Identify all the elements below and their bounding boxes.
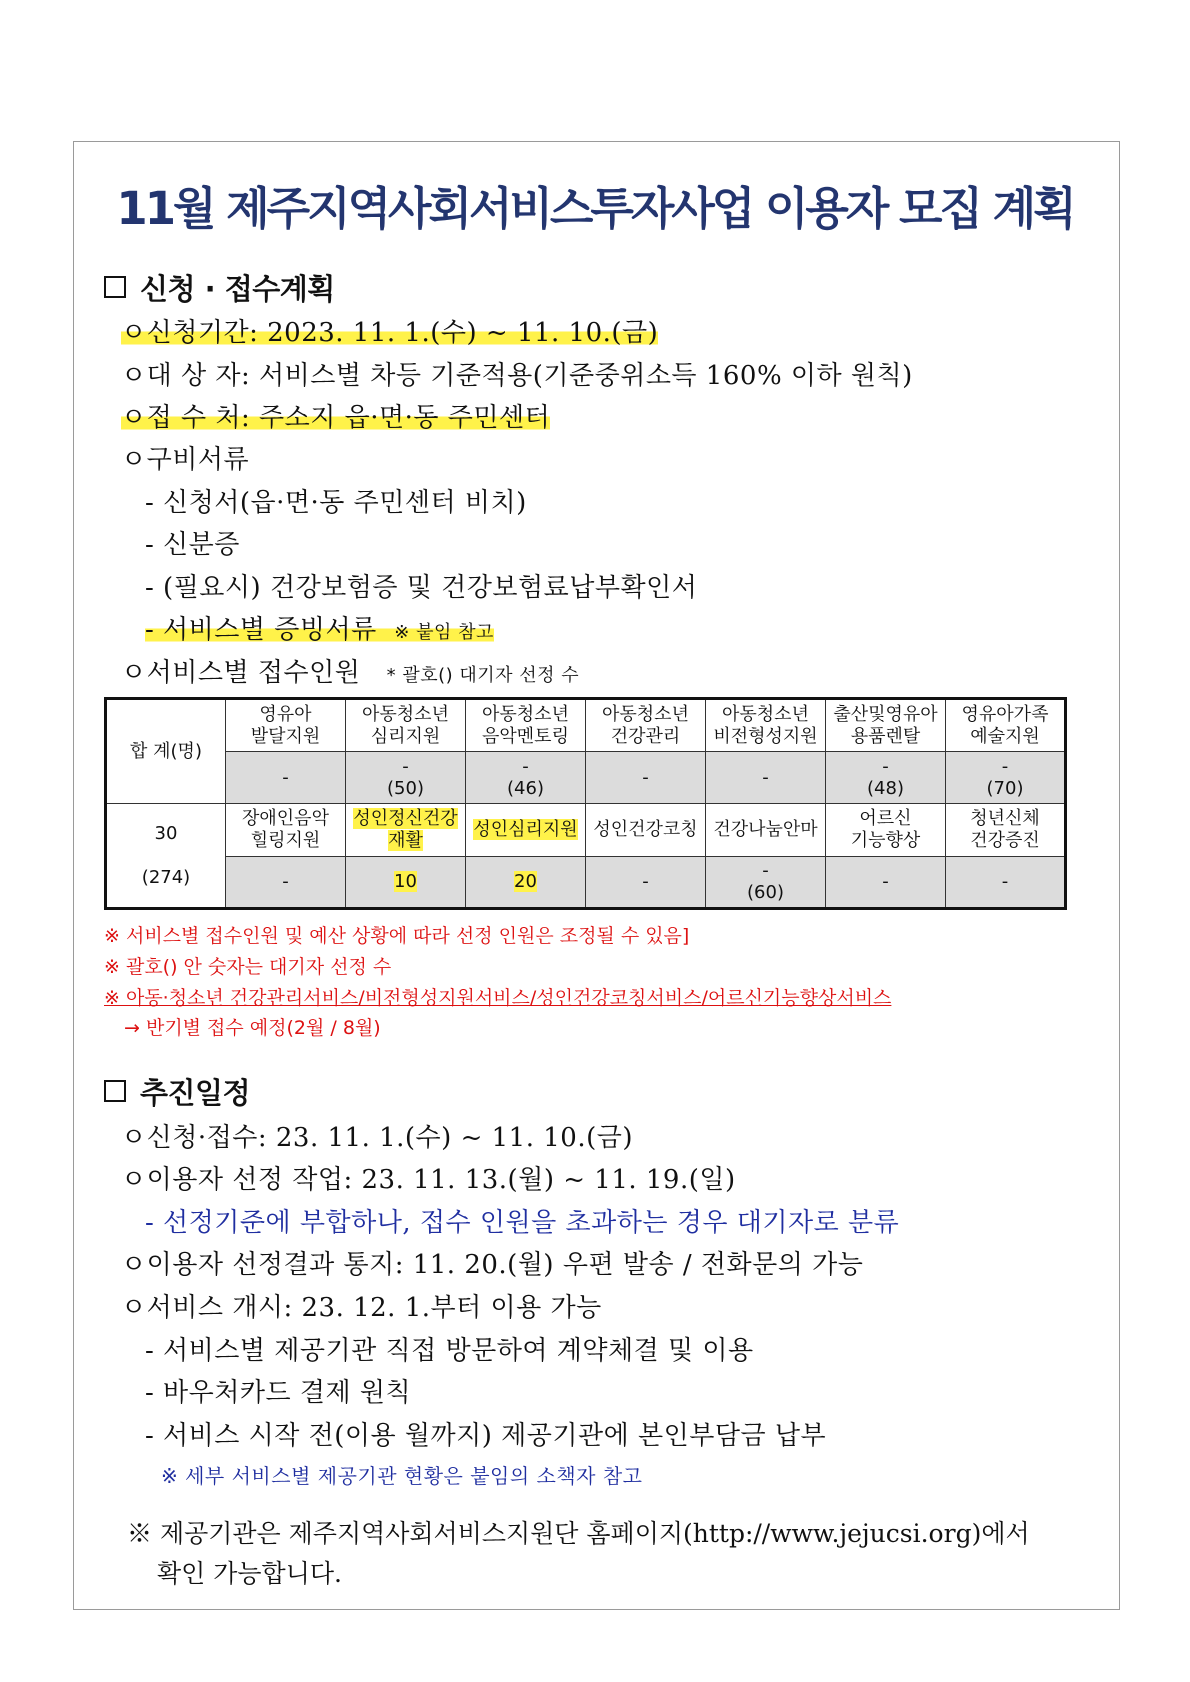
quota-value-cell: -: [586, 857, 706, 909]
docs-item: - 신분증: [145, 530, 240, 560]
note-red: → 반기별 접수 예정(2월 / 8월): [124, 1017, 381, 1039]
service-header: 아동청소년 건강관리: [586, 699, 706, 752]
service-header: 아동청소년 심리지원: [346, 699, 466, 752]
quota-value-cell: - (46): [466, 752, 586, 804]
checkbox-square-icon: [104, 276, 126, 298]
note-red: ※ 아동·청소년 건강관리서비스/비전형성지원서비스/성인건강코칭서비스/어르신기능향상서비스: [104, 987, 892, 1009]
quota-value-cell: -: [226, 752, 346, 804]
apply-period: [121, 312, 658, 349]
service-header: 아동청소년 비전형성지원: [706, 699, 826, 752]
service-header: 어르신 기능향상: [826, 804, 946, 857]
section-apply-heading: [104, 267, 335, 308]
service-header: 아동청소년 음악멘토링: [466, 699, 586, 752]
schedule-subitem: - 서비스별 제공기관 직접 방문하여 계약체결 및 이용: [145, 1336, 754, 1366]
schedule-item: ㅇ서비스 개시: 23. 12. 1.부터 이용 가능: [121, 1293, 602, 1323]
service-header: 건강나눔안마: [706, 804, 826, 857]
quota-value-cell: -: [706, 752, 826, 804]
docs-item: - 신청서(읍·면·동 주민센터 비치): [145, 488, 527, 518]
quota-value-cell: - (50): [346, 752, 466, 804]
quota-value-cell: -: [946, 857, 1066, 909]
section-schedule-heading: [104, 1071, 250, 1112]
note-red: ※ 서비스별 접수인원 및 예산 상황에 따라 선정 인원은 조정될 수 있음]: [104, 925, 690, 947]
service-header: 영유아가족 예술지원: [946, 699, 1066, 752]
schedule-subitem: - 서비스 시작 전(이용 월까지) 제공기관에 본인부담금 납부: [145, 1421, 827, 1451]
service-header: 장애인음악 힐링지원: [226, 804, 346, 857]
schedule-item: ㅇ신청·접수: 23. 11. 1.(수) ~ 11. 10.(금): [121, 1123, 633, 1153]
service-header: 출산및영유아 용품렌탈: [826, 699, 946, 752]
quota-heading-text: ㅇ서비스별 접수인원: [121, 658, 361, 688]
schedule-subitem: - 바우처카드 결제 원칙: [145, 1378, 412, 1408]
section-apply-title: 신청 · 접수계획: [140, 272, 335, 306]
quota-value-cell: -: [826, 857, 946, 909]
quota-table: [104, 697, 1067, 910]
total-wait: (274): [141, 866, 191, 888]
page-title: 11월 제주지역사회서비스투자사업 이용자 모집 계획: [116, 182, 1074, 235]
quota-value-cell: 10: [346, 857, 466, 909]
quota-value-cell: - (48): [826, 752, 946, 804]
schedule-item: ㅇ이용자 선정 작업: 23. 11. 13.(월) ~ 11. 19.(일): [121, 1165, 736, 1195]
service-header: 청년신체 건강증진: [946, 804, 1066, 857]
schedule-item: ㅇ이용자 선정결과 통지: 11. 20.(월) 우편 발송 / 전화문의 가능: [121, 1250, 864, 1280]
service-header: 성인정신건강 재활: [346, 804, 466, 857]
schedule-subitem: - 선정기준에 부합하나, 접수 인원을 초과하는 경우 대기자로 분류: [145, 1208, 900, 1238]
checkbox-square-icon: [104, 1080, 126, 1102]
total-value-cell: [106, 804, 226, 909]
quota-value-cell: -: [586, 752, 706, 804]
footer-note-line1: ※ 제공기관은 제주지역사회서비스지원단 홈페이지(http://www.jejucsi.org)에서: [127, 1519, 1030, 1548]
apply-target: ㅇ대 상 자: 서비스별 차등 기준적용(기준중위소득 160% 이하 원칙): [121, 361, 913, 391]
quota-note: * 괄호() 대기자 선정 수: [386, 665, 580, 686]
total-value: 30: [154, 822, 178, 844]
apply-period-text: ㅇ신청기간: 2023. 11. 1.(수) ~ 11. 10.(금): [121, 318, 659, 348]
service-header: 성인심리지원: [466, 804, 586, 857]
quota-value-cell: -: [226, 857, 346, 909]
quota-heading: [121, 652, 579, 689]
docs-proof-text: - 서비스별 증빙서류: [145, 615, 377, 645]
docs-heading: ㅇ구비서류: [121, 445, 250, 475]
quota-value-cell: 20: [466, 857, 586, 909]
apply-place: [121, 397, 550, 434]
docs-item-proof: [145, 609, 494, 646]
note-red: ※ 괄호() 안 숫자는 대기자 선정 수: [104, 956, 392, 978]
quota-value-cell: - (60): [706, 857, 826, 909]
section-schedule-title: 추진일정: [140, 1076, 251, 1110]
service-header: 영유아 발달지원: [226, 699, 346, 752]
total-label-cell: 합 계(명): [106, 699, 226, 804]
service-header: 성인건강코칭: [586, 804, 706, 857]
docs-item: - (필요시) 건강보험증 및 건강보험료납부확인서: [145, 573, 698, 603]
schedule-note: ※ 세부 서비스별 제공기관 현황은 붙임의 소책자 참고: [161, 1464, 643, 1488]
footer-note-line2: 확인 가능합니다.: [157, 1559, 342, 1588]
docs-proof-note: ※ 붙임 참고: [394, 622, 494, 643]
apply-place-text: ㅇ접 수 처: 주소지 읍·면·동 주민센터: [121, 403, 551, 433]
quota-value-cell: - (70): [946, 752, 1066, 804]
